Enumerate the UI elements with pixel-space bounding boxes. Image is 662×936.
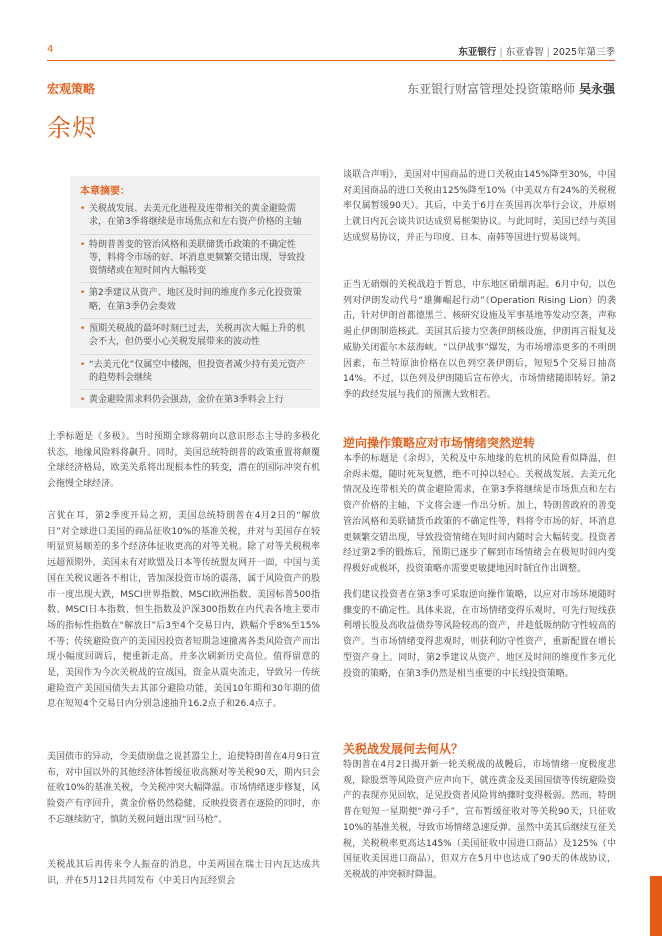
body-paragraph: 上季标题是《多极》。当时预期全球将朝向以意识形态主导的多极化状态，地缘风险料将飙升。同时，美国总统特朗普的政策重置将颠覆全球经济格局，欧美关系将出现根本性的转变，潜在的国际冲突有机会拖慢全球经济。 (47, 432, 320, 490)
summary-item (80, 359, 311, 391)
bullet-icon: • (80, 239, 86, 250)
bullet-icon: • (80, 359, 86, 370)
issue-label: 2025年第三季 (552, 47, 615, 58)
summary-item (80, 394, 311, 411)
page-number: 4 (47, 44, 54, 55)
section-title: 宏观策略 (47, 82, 96, 96)
summary-list (80, 203, 311, 412)
subhead-tariff-outlook: 关税战发展何去何从？ (343, 742, 464, 756)
header-separator: | (499, 47, 503, 58)
body-paragraph: 言犹在耳，第2季度开局之初，美国总统特朗普在4月2日的“解放日”对全球进口美国的商品征收10%的基准关税，并对与美国存在较明显贸易顺差的多个经济体征收更高的对等关税。除了对等关税税率远超预期外，美国未有对欧盟及日本等传统盟友网开一面，中国与美国在关税议题各不相让，皆加深投资市场的震荡，属于风险资产的股市一度出现大跌，MSCI世界指数、MSCI欧洲指数、美国标普500指数、MSCI日本指数、恒生指数及沪深300指数在内代表各地主要市场的指标性指数在“解放日”后3至4个交易日内，跌幅介乎8%至15%不等；传统避险资产的美国因投资者短期急速撤离各类风险资产而出现小幅度回调后，便重新走高，并多次刷新历史高位。值得留意的是，美国作为今次关税战的宣战国，资金从震央流走，导致另一传统避险资产美国国债失去其部分避险功能，美国10年期和30年期的债息在短短4个交易日内分别急速抽升16.2点子和26.4点子。 (47, 511, 320, 710)
body-paragraph: 我们建议投资者在第3季可采取逆向操作策略，以应对市场环境随时骤变的不确定性。具体来说，在市场情绪变得乐观时，可先行短线获利增长股及高收益债券等风险较高的资产，并趁低吸纳防守性较高的资产。当市场情绪变得悲观时，则获利防守性资产，重新配置在增长型资产身上。同时，第2季建议从资产、地区及时间的维度作多元化投资的策略，在第3季仍然是相当重要的中长线投资策略。 (343, 590, 616, 679)
author-title: 东亚银行财富管理处投资策略师 (407, 82, 576, 96)
bullet-icon: • (80, 395, 86, 406)
brand-name: 东亚银行 (458, 47, 497, 58)
body-paragraph: 特朗普在4月2日揭开新一轮关税战的战幔后，市场情绪一度极度悲观，除股票等风险资产应声向下，就连黄金及美国国债等传统避险资产的表现亦见回软，足见投资者风险胃纳骤时变得极弱。然而，特朗普在短短一星期便“弹弓手”，宣布暂缓征收对等关税90天，只征收10%的基准关税，导致市场情绪急速反弹。虽然中美其后继续互征关税，关税税率更高达145%（美国征收中国进口商品）及125%（中国征收美国进口商品），但双方在5月中也达成了90天的休战协议，关税战的冲突顿时降温。 (343, 760, 616, 880)
summary-box (70, 176, 320, 408)
summary-item-text: 第2季建议从资产、地区及时间的维度作多元化投资策略，在第3季仍会奏效 (89, 288, 302, 312)
summary-title: 本章摘要： (80, 186, 130, 197)
bullet-icon: • (80, 324, 86, 335)
header-divider (47, 60, 615, 61)
summary-item-text: 关税战发展、去美元化进程及连带相关的黄金避险需求，在第3季将继续是市场焦点和左右资产价格的主轴 (89, 204, 302, 228)
header-publication-info (458, 44, 615, 58)
bullet-icon: • (80, 204, 86, 214)
author-name: 吴永强 (578, 82, 615, 96)
summary-item-text: 特朗普善变的管治风格和美联储货币政策的不确定性等，料将令市场的好、坏消息更频繁交错出现，导致投资情绪或在短时间内大幅转变 (89, 239, 306, 277)
summary-item (80, 323, 311, 355)
summary-item (80, 239, 311, 284)
body-paragraph: 正当无硝烟的关税战趋于暂息，中东地区硝烟再起。6月中旬，以色列对伊朗发动代号“雄狮崛起行动”（Operation Rising Lion）的袭击，针对伊朗首都德黑兰、核研究设施及军事基地等发动空袭，声称遏止伊朗制造核武。美国其后接力空袭伊朗核设施，伊朗再言报复及威胁关闭霍尔木兹海峡。“以伊战事”爆发，为市场增添更多的不明朗因素，布兰特原油价格在以色列空袭伊朗后，短短5个交易日抽高14%。不过，以色列及伊朗随后宣布停火，市场情绪随即转好。第2季的政经发展与我们的预测大致相若。 (343, 280, 616, 400)
publication-name: 东亚睿智 (505, 47, 544, 58)
body-paragraph: 谈联合声明》，美国对中国商品的进口关税由145%降至30%，中国对美国商品的进口关税由125%降至10%（中美双方有24%的关税税率仅属暂缓90天）。其后，中美于6月在英国再次举行会议，并原则上就日内瓦会谈共识达成贸易框架协议。与此同时，美国已经与英国达成贸易协议，并正与印度、日本、南韩等国进行贸易谈判。 (343, 170, 616, 243)
summary-item-text: “去美元化”仅属空中楼阁，但投资者减少持有美元资产的趋势料会继续 (89, 359, 306, 383)
page-edge-accent (650, 876, 662, 936)
body-paragraph: 美国债市的异动，令美债崩盘之说甚嚣尘上，迫使特朗普在4月9日宣布，对中国以外的其他经济体暂缓征收高额对等关税90天，期内只会征收10%的基准关税，令关税冲突大幅降温。市场情绪逐步修复，风险资产有序回升，黄金价格仍然稳健，反映投资者在逐险的同时，亦不忘继续防守，慎防关税问题出现“回马枪”。 (47, 752, 320, 825)
summary-item-text: 黄金避险需求料仍会强劲，金价在第3季料会上行 (89, 395, 284, 406)
summary-item (80, 203, 311, 235)
bullet-icon: • (80, 288, 86, 299)
body-paragraph: 本季的标题是《余烬》，关税及中东地缘的危机的风险看似降温，但余烬未熄，随时死灰复燃，绝不可掉以轻心。关税战发展、去美元化情况及连带相关的黄金避险需求，在第3季将继续是市场焦点和左右资产价格的主轴，下文将会逐一作出分析。加上，特朗普政府的善变管治风格和美联储货币政策的不确定性等，料将令市场的好、坏消息更频繁交错出现，导致投资情绪在短时间内随时会大幅转变。投资者经过第2季的锻炼后，预期已逐步了解到市场情绪会在极短时间内变得极好或极坏，投资策略亦需要更敏捷地因时制宜作出调整。 (343, 454, 616, 574)
summary-item (80, 287, 311, 319)
summary-item-text: 预期关税战的最坏时刻已过去，关税再次大幅上升的机会不大，但仍要小心关税发展带来的波动性 (89, 324, 306, 348)
author-byline (407, 80, 615, 97)
header-separator: | (546, 47, 550, 58)
body-paragraph: 关税战其后再传来令人振奋的消息，中美两国在瑞士日内瓦达成共识，并在5月12日共同发布《中美日内瓦经贸会 (47, 860, 320, 886)
subhead-reverse-strategy: 逆向操作策略应对市场情绪突然逆转 (343, 436, 536, 450)
article-title: 余烬 (47, 114, 97, 142)
